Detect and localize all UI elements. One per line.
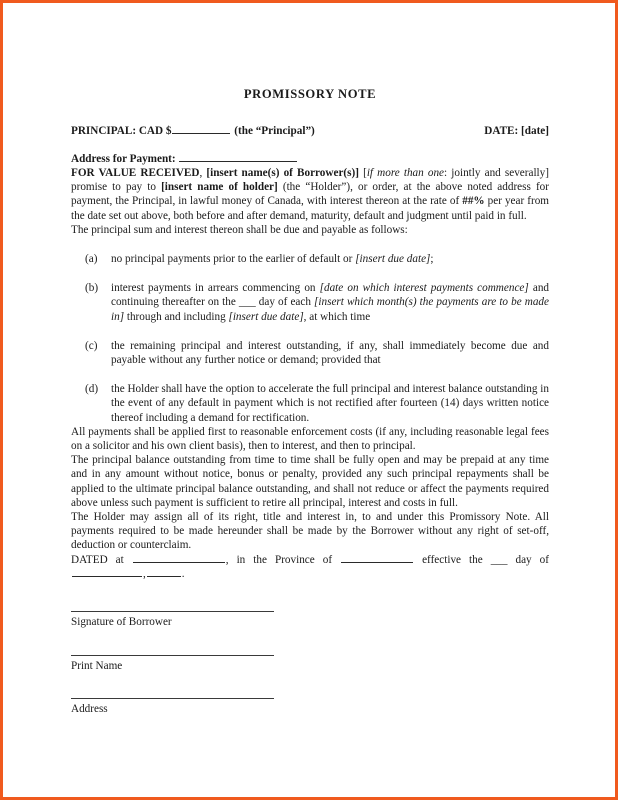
clause-b: [71, 281, 549, 324]
signature-block: [71, 611, 549, 716]
signature-of-borrower-field: [71, 611, 549, 629]
signature-spacer-2: [71, 673, 549, 698]
address-field: [71, 698, 549, 716]
address-line[interactable]: [71, 698, 274, 699]
clause-d: [71, 382, 549, 425]
dated-province-blank[interactable]: [341, 553, 413, 563]
intro-tail2: per year from the date set out above, both before and after demand, maturity, default and judgment until paid in full.: [71, 195, 549, 222]
signature-of-borrower-line[interactable]: [71, 611, 274, 612]
assignment-paragraph: The Holder may assign all of its right, title and interest in, to and under this Promissory Note. All payments required to be made hereunder shall be made by the Borrower without any right of set-off, deduction or counterclaim.: [71, 511, 549, 552]
intro-tail: (the “Holder”), or order, at the above noted address for payment, the Principal, in lawful money of Canada, with interest thereon at the rate of: [71, 181, 550, 208]
clause-a-italic-1: [insert due date]: [355, 252, 431, 265]
document-body: [71, 3, 549, 716]
prepayment-paragraph: The principal balance outstanding from time to time shall be fully open and may be prepaid at any time and in any amount without notice, bonus or penalty, provided any such principal repayments shall be applied to the ultimate principal balance outstanding, and shall not reduce or affect the payments required above unless such payment is sufficient to retire all principal, interest and costs in full.: [71, 454, 549, 509]
clause-b-body: [111, 281, 549, 324]
principal-suffix: (the “Principal”): [234, 125, 315, 138]
print-name-line[interactable]: [71, 655, 274, 656]
principal-label: PRINCIPAL: CAD $: [71, 125, 172, 138]
intro-holder-placeholder: [insert name of holder]: [161, 181, 278, 194]
intro-lead-bold: FOR VALUE RECEIVED: [71, 166, 200, 179]
clause-b-text-mid: and continuing thereafter on the ___ day of each: [111, 282, 550, 309]
clause-b-italic-1: [date on which interest payments commence]: [319, 282, 529, 295]
clause-d-label: (d): [85, 383, 99, 396]
clause-b-text-end: , at which time: [303, 310, 371, 323]
print-name-label: Print Name: [71, 659, 123, 672]
dated-part3: effective the ___ day of: [414, 553, 549, 566]
date-label: DATE: [date]: [484, 125, 549, 138]
dated-place-blank[interactable]: [133, 553, 225, 563]
intro-paragraph: [71, 166, 549, 223]
intro-italic-note: if more than one: [366, 166, 445, 179]
principal-row: [71, 124, 549, 138]
address-for-payment-row: [71, 152, 549, 166]
clause-b-label: (b): [85, 282, 99, 295]
dated-part1: DATED at: [71, 553, 132, 566]
page-title: PROMISSORY NOTE: [243, 87, 377, 101]
payments-application-paragraph: All payments shall be applied first to reasonable enforcement costs (if any, including reasonable legal fees on a solicitor and his own client basis), then to interest, and then to principal.: [71, 425, 549, 452]
dated-part4: ,: [143, 568, 146, 581]
intro-bracket-open: [: [358, 166, 367, 179]
clause-a-text-before: no principal payments prior to the earlier of default or: [111, 252, 356, 265]
clause-b-italic-3: [insert due date]: [228, 310, 304, 323]
clause-d-body: the Holder shall have the option to accelerate the full principal and interest balance outstanding in the event of any default in payment which is not rectified after fourteen (14) days written notice thereof including a demand for rectification.: [111, 383, 549, 424]
dated-part2: , in the Province of: [225, 553, 341, 566]
signature-spacer-1: [71, 630, 549, 655]
intro-comma: ,: [199, 166, 207, 179]
print-name-field: [71, 655, 549, 673]
address-for-payment-label: Address for Payment:: [71, 152, 176, 165]
dated-month-blank[interactable]: [72, 567, 142, 577]
intro-rate-placeholder: ##%: [462, 195, 485, 208]
address-label: Address: [71, 702, 108, 715]
principal-amount-blank[interactable]: [172, 124, 230, 134]
intro-borrower-placeholder: [insert name(s) of Borrower(s)]: [206, 166, 359, 179]
clause-c-body: the remaining principal and interest outstanding, if any, shall immediately become due and payable without any further notice or demand; provided that: [111, 339, 549, 366]
dated-part5: .: [181, 568, 185, 581]
principal-field-group: [71, 124, 315, 138]
signature-of-borrower-label: Signature of Borrower: [71, 616, 172, 629]
clause-c: [71, 339, 549, 367]
document-sheet: [3, 3, 615, 797]
lead-in-paragraph: The principal sum and interest thereon shall be due and payable as follows:: [71, 223, 408, 236]
dated-year-blank[interactable]: [147, 567, 181, 577]
clause-b-text-before: interest payments in arrears commencing on: [111, 282, 320, 295]
clause-a-label: (a): [85, 252, 98, 265]
intro-after-italic: : jointly and severally] promise to pay to: [71, 166, 549, 194]
clause-c-label: (c): [85, 339, 98, 352]
dated-paragraph: [71, 553, 549, 582]
clause-a-body: [111, 252, 549, 266]
clause-a: [71, 252, 549, 266]
clause-a-text-mid: ;: [430, 252, 434, 265]
address-for-payment-blank[interactable]: [179, 152, 297, 162]
clause-b-text-after: through and including: [124, 310, 229, 323]
clause-b-italic-2: [insert which month(s) the payments are to be made in]: [111, 296, 549, 323]
